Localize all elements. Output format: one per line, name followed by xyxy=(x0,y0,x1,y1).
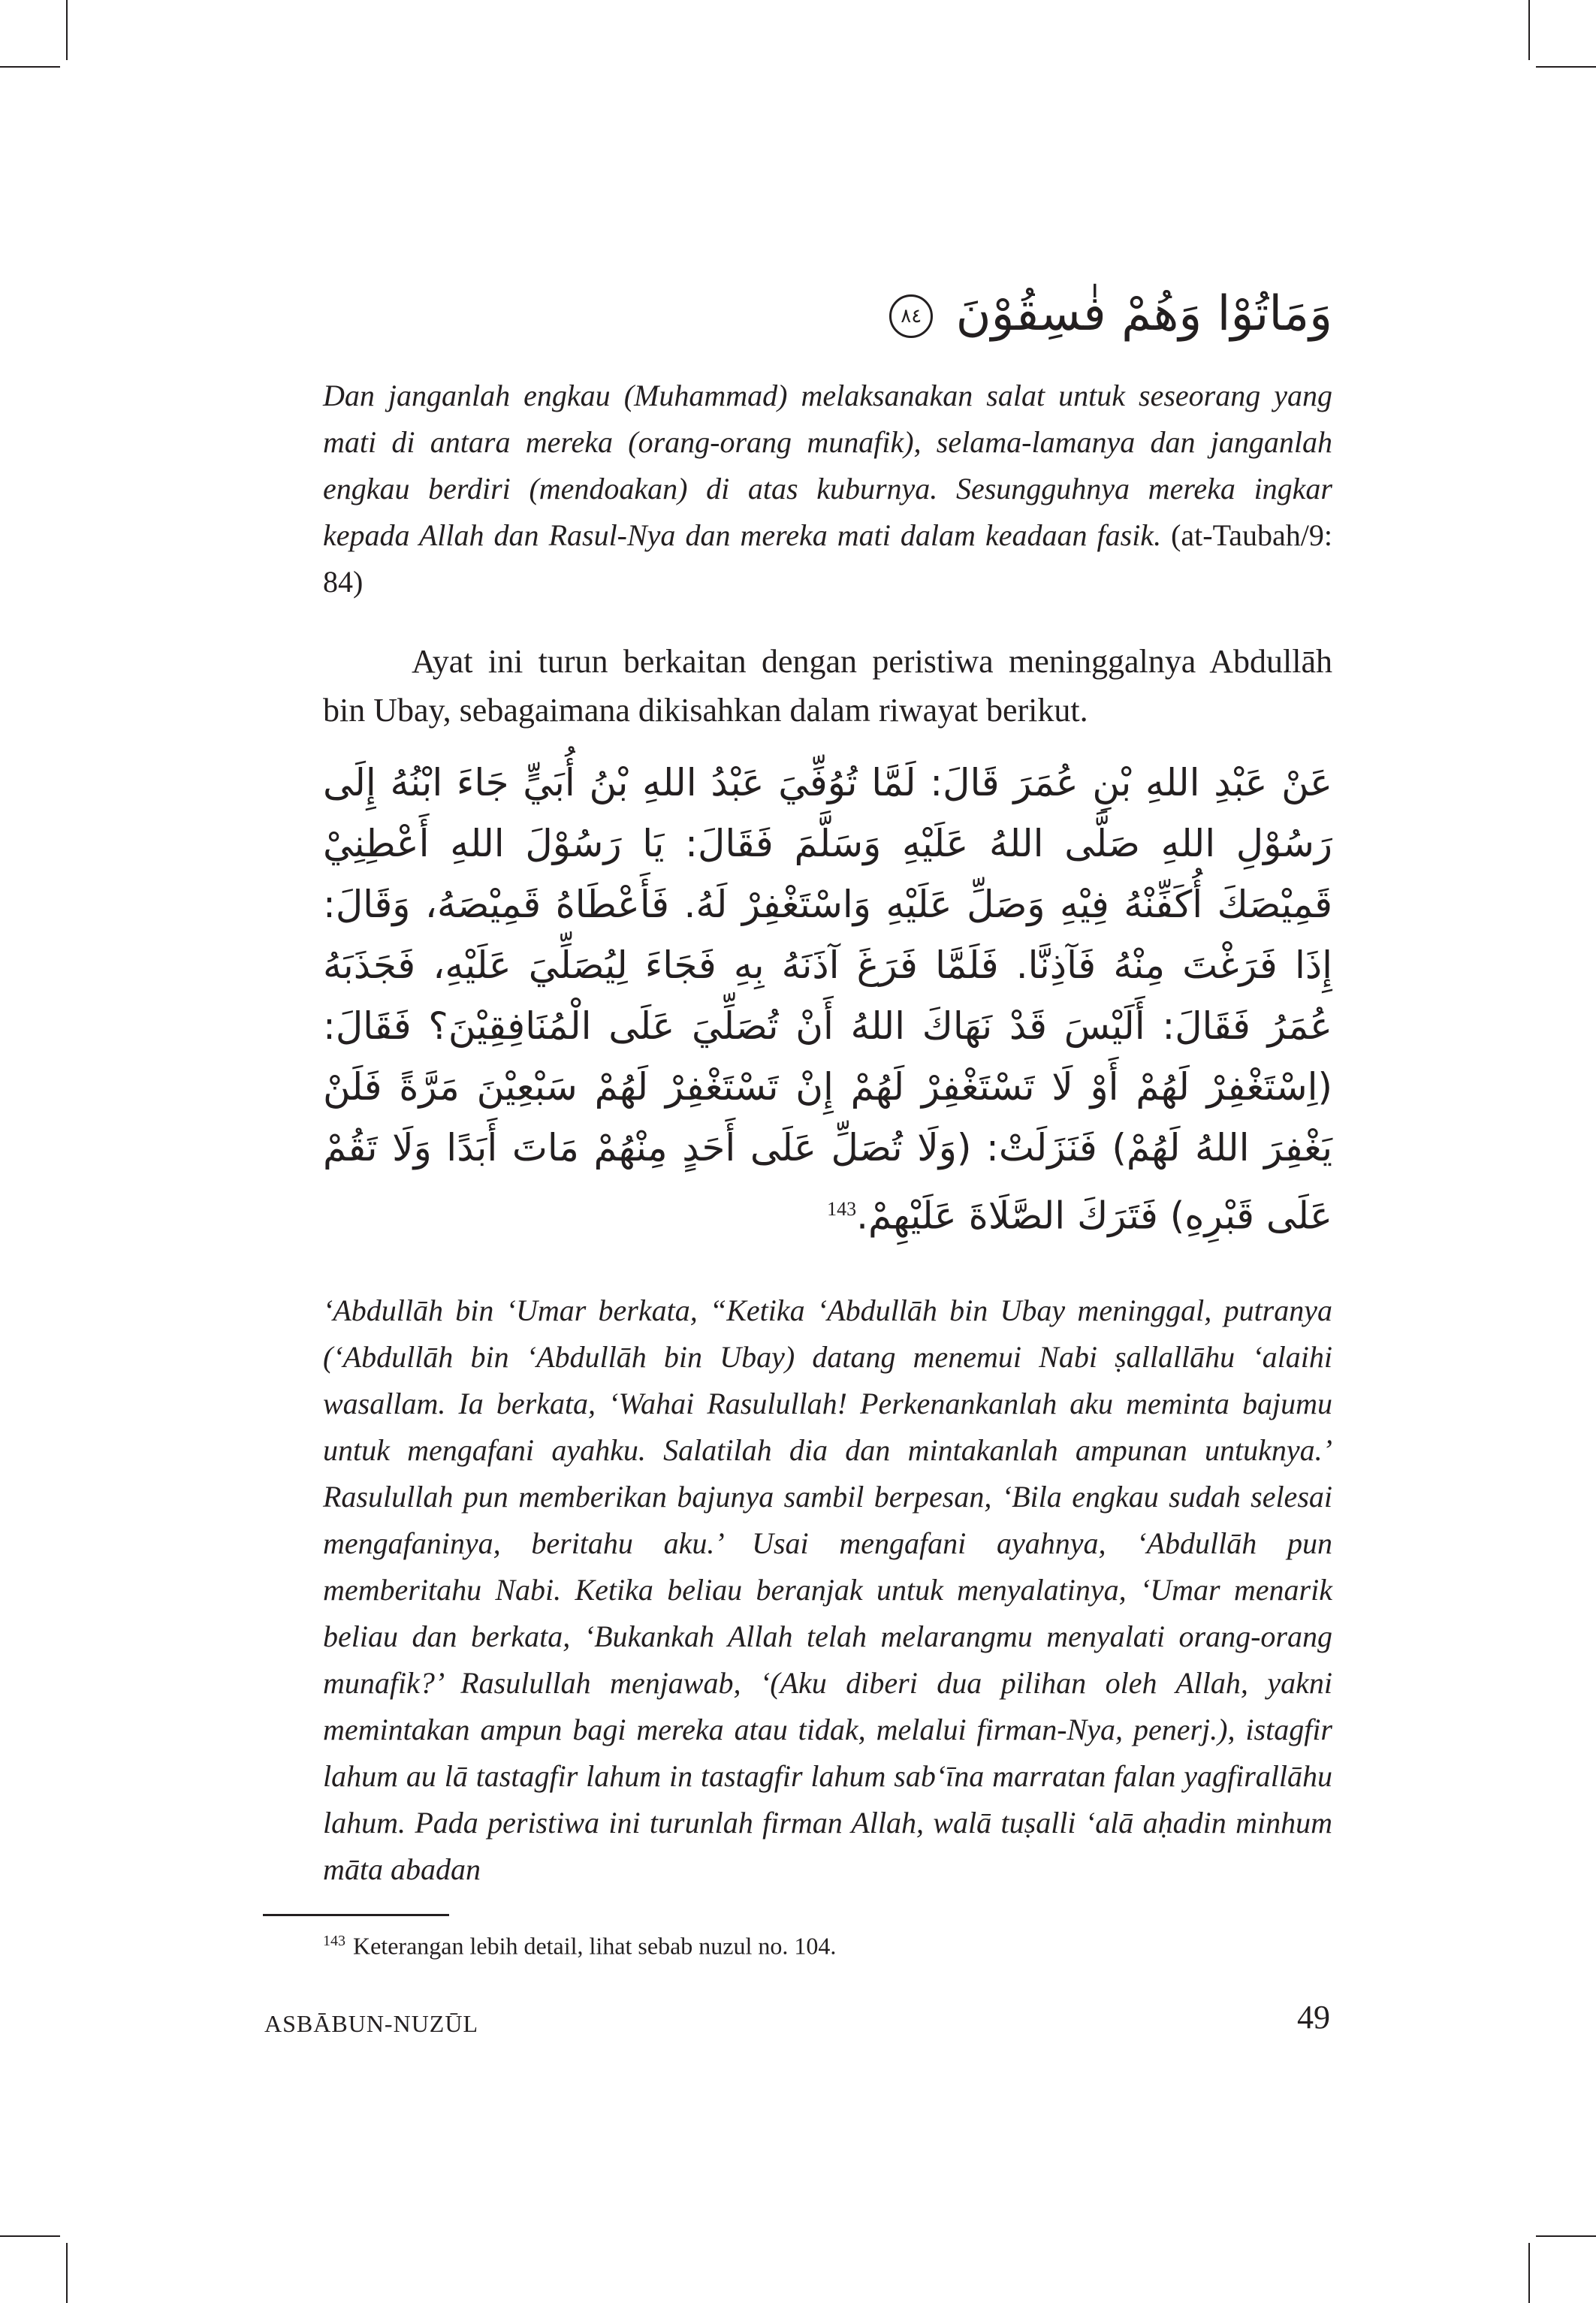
crop-mark-top-right-h xyxy=(1536,66,1596,68)
hadith-translation: ‘Abdullāh bin ‘Umar berkata, “Ketika ‘Abdullāh bin Ubay meninggal, putranya (‘Abdullāh bin ‘Abdullāh bin Ubay) datang menemui Nabi ṣallallāhu ‘alaihi wasallam. Ia berkata, ‘Wahai Rasulullah! Perkenankanlah aku meminta bajumu untuk mengafani ayahku. Salatilah dia dan mintakanlah ampunan untuknya.’ Rasulullah pun memberikan bajunya sambil berpesan, ‘Bila engkau sudah selesai mengafaninya, beritahu aku.’ Usai mengafani ayahnya, ‘Abdullāh pun memberitahu Nabi. Ketika beliau beranjak untuk menyalatinya, ‘Umar menarik beliau dan berkata, ‘Bukankah Allah telah melarangmu menyalati orang-orang munafik?’ Rasulullah menjawab, ‘(Aku diberi dua pilihan oleh Allah, yakni memintakan ampun bagi mereka atau tidak, melalui firman-Nya, penerj.), istagfir lahum au lā tastagfir lahum in tastagfir lahum sab‘īna marratan falan yagfirallāhu lahum. Pada peristiwa ini turunlah firman Allah, walā tuṣalli ‘alā aḥadin minhum māta abadan xyxy=(323,1293,1332,1886)
running-foot: ASBĀBUN-NUZŪL xyxy=(264,2010,478,2037)
hadith-arabic xyxy=(323,753,1332,1247)
footnote-text: Keterangan lebih detail, lihat sebab nuzul no. 104. xyxy=(353,1932,837,1960)
footnote-number: 143 xyxy=(323,1933,345,1949)
footnote-divider xyxy=(263,1914,449,1916)
crop-mark-bottom-left-h xyxy=(0,2235,60,2237)
page-number: 49 xyxy=(1297,1999,1330,2036)
verse-translation-text: Dan janganlah engkau (Muhammad) melaksanakan salat untuk seseorang yang mati di antara mereka (orang-orang munafik), selama-lamanya dan janganlah engkau berdiri (mendoakan) di atas kuburnya. Sesungguhnya mereka ingkar kepada Allah dan Rasul-Nya dan mereka mati dalam keadaan fasik. xyxy=(323,379,1332,552)
verse-translation xyxy=(323,373,1332,605)
ayah-number-marker: ٨٤ xyxy=(889,294,933,338)
crop-mark-bottom-right-h xyxy=(1536,2235,1596,2237)
crop-mark-bottom-right xyxy=(1528,2243,1530,2303)
hadith-arabic-text: عَنْ عَبْدِ اللهِ بْنِ عُمَرَ قَالَ: لَمَّا تُوُفِّيَ عَبْدُ اللهِ بْنُ أُبَيٍّ جَاءَ ابْنُهُ إِلَى رَسُوْلِ اللهِ صَلَّى اللهُ عَلَيْهِ وَسَلَّمَ فَقَالَ: يَا رَسُوْلَ اللهِ أَعْطِنِيْ قَمِيْصَكَ أُكَفِّنْهُ فِيْهِ وَصَلِّ عَلَيْهِ وَاسْتَغْفِرْ لَهُ. فَأَعْطَاهُ قَمِيْصَهُ، وَقَالَ: إِذَا فَرَغْتَ مِنْهُ فَآذِنَّا. فَلَمَّا فَرَغَ آذَنَهُ بِهِ فَجَاءَ لِيُصَلِّيَ عَلَيْهِ، فَجَذَبَهُ عُمَرُ فَقَالَ: أَلَيْسَ قَدْ نَهَاكَ اللهُ أَنْ تُصَلِّيَ عَلَى الْمُنَافِقِيْنَ؟ فَقَالَ: (اِسْتَغْفِرْ لَهُمْ أَوْ لَا تَسْتَغْفِرْ لَهُمْ إِنْ تَسْتَغْفِرْ لَهُمْ سَبْعِيْنَ مَرَّةً فَلَنْ يَغْفِرَ اللهُ لَهُمْ) فَنَزَلَتْ: (وَلَا تُصَلِّ عَلَى أَحَدٍ مِنْهُمْ مَاتَ أَبَدًا وَلَا تَقُمْ عَلَى قَبْرِهِ) فَتَرَكَ الصَّلَاةَ عَلَيْهِمْ. xyxy=(323,761,1332,1238)
quran-verse-text: وَمَاتُوْا وَهُمْ فٰسِقُوْنَ xyxy=(955,286,1332,342)
crop-mark-top-left-h xyxy=(0,66,60,68)
body-paragraph: Ayat ini turun berkaitan dengan peristiwa meninggalnya Abdullāh bin Ubay, sebagaimana dikisahkan dalam riwayat berikut. xyxy=(323,643,1332,729)
crop-mark-bottom-left xyxy=(66,2243,68,2303)
crop-mark-top-right xyxy=(1528,0,1530,60)
verse-reference: (at-Taubah/9: 84) xyxy=(323,518,1332,599)
crop-mark-top-left xyxy=(66,0,68,60)
footnote xyxy=(323,1924,1332,1963)
quran-verse xyxy=(323,276,1332,352)
footnote-reference[interactable]: 143 xyxy=(827,1198,857,1220)
